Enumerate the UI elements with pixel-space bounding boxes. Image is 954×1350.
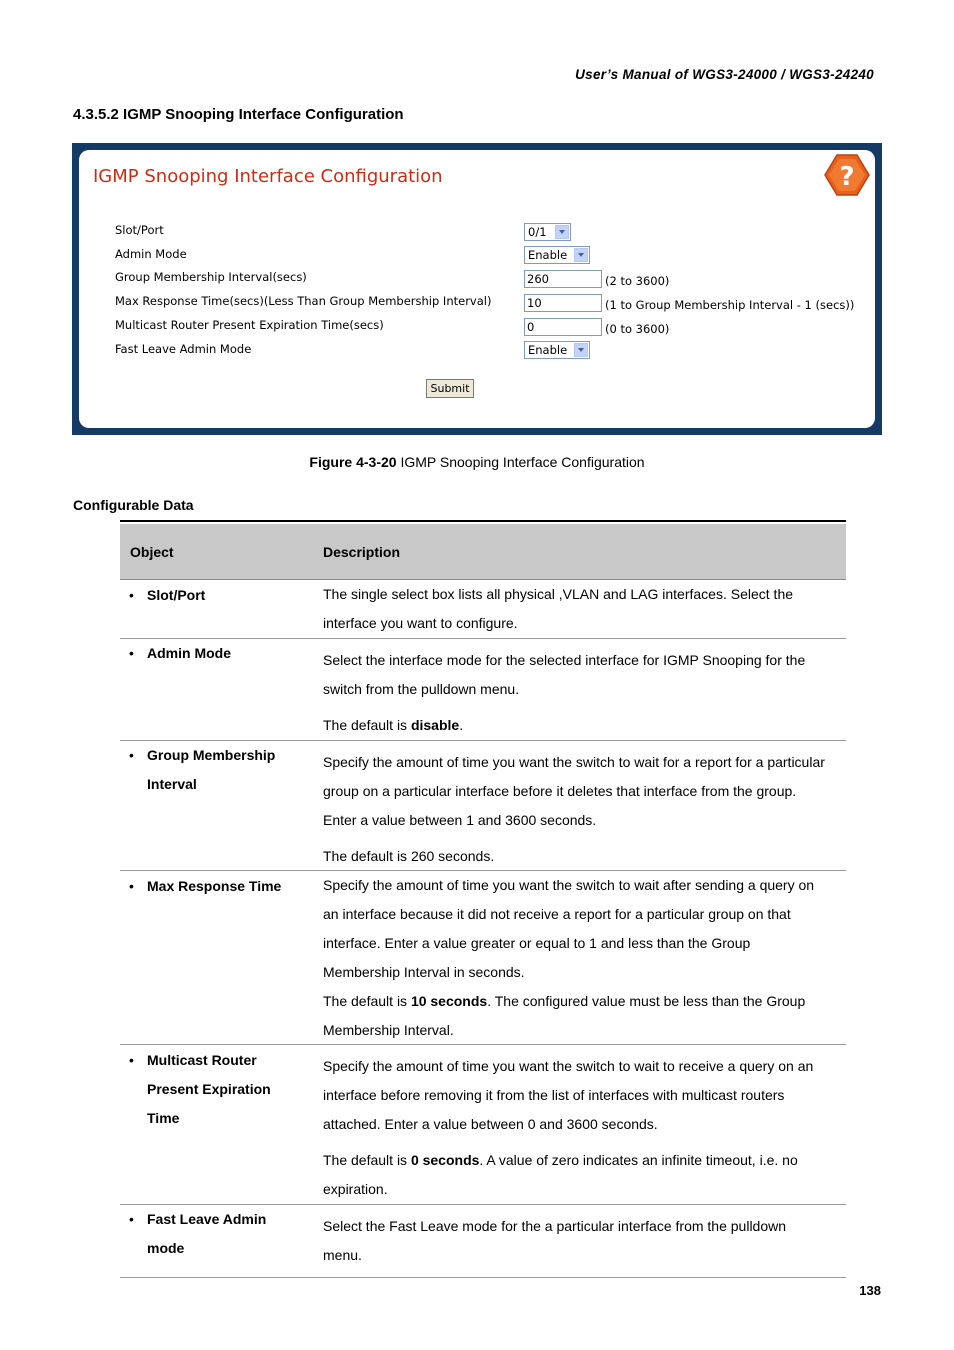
mrouter-expiration-range: (0 to 3600) [605, 322, 670, 336]
configurable-data-heading: Configurable Data [73, 497, 194, 513]
admin-mode-select[interactable] [524, 246, 590, 264]
mrouter-expiration-label: Multicast Router Present Expiration Time(secs) [115, 318, 384, 332]
question-mark-icon[interactable] [823, 153, 871, 197]
slot-port-select[interactable] [524, 223, 571, 241]
figure-number: Figure 4-3-20 [309, 454, 397, 470]
group-membership-label: Group Membership Interval(secs) [115, 270, 307, 284]
object-group-membership: • Group Membership Interval [147, 741, 275, 799]
admin-mode-value: Enable [528, 248, 568, 262]
table-row [120, 1045, 846, 1205]
description-mrouter-expiration: Specify the amount of time you want the switch to wait to receive a query on an interface before removing it from the list of interfaces with multicast routers attached. Enter a value between 0 and 3600 seconds. The default is 0 seconds. A value of zero indicates an infinite timeout, i.e. no expiration. [323, 1058, 814, 1197]
running-header: User’s Manual of WGS3-24000 / WGS3-24240 [575, 67, 874, 82]
table-row [120, 871, 846, 1045]
object-max-response: • Max Response Time [147, 872, 281, 901]
slot-port-label: Slot/Port [115, 223, 164, 237]
description-fast-leave: Select the Fast Leave mode for the a particular interface from the pulldown menu. [323, 1218, 787, 1263]
column-header-description: Description [323, 544, 401, 560]
max-response-label: Max Response Time(secs)(Less Than Group Membership Interval) [115, 294, 492, 308]
slot-port-value: 0/1 [528, 225, 547, 239]
figure-caption [0, 454, 954, 470]
description-admin-mode: Select the interface mode for the selected interface for IGMP Snooping for the switch from the pulldown menu. The default is disable. [323, 652, 806, 733]
configurable-data-table [120, 520, 846, 1278]
mrouter-expiration-input[interactable]: 0 [524, 318, 602, 336]
chevron-down-icon[interactable] [574, 248, 588, 262]
table-top-rule [120, 520, 846, 522]
igmp-config-screenshot [72, 143, 882, 435]
table-header [120, 524, 846, 580]
group-membership-input[interactable]: 260 [524, 270, 602, 288]
description-slot-port: The single select box lists all physical ,VLAN and LAG interfaces. Select the interface you want to configure. [323, 586, 794, 631]
table-row [120, 1205, 846, 1278]
max-response-range: (1 to Group Membership Interval - 1 (secs)) [605, 298, 855, 312]
fast-leave-value: Enable [528, 343, 568, 357]
figure-caption-text: IGMP Snooping Interface Configuration [396, 454, 645, 470]
table-row [120, 580, 846, 639]
object-mrouter-expiration: • Multicast Router Present Expiration Time [147, 1046, 271, 1133]
max-response-input[interactable]: 10 [524, 294, 602, 312]
table-row [120, 639, 846, 741]
description-max-response: Specify the amount of time you want the switch to wait after sending a query on an interface because it did not receive a report for a particular group on that interface. Enter a value greater or equal to 1 and less than the Group Membership Interval in seconds. The default is 10 seconds. The configured value must be less than the Group Membership Interval. [323, 877, 815, 1038]
group-membership-range: (2 to 3600) [605, 274, 670, 288]
chevron-down-icon[interactable] [555, 225, 569, 239]
chevron-down-icon[interactable] [574, 343, 588, 357]
fast-leave-select[interactable] [524, 341, 590, 359]
description-group-membership: Specify the amount of time you want the switch to wait for a report for a particular group on a particular interface before it deletes that interface from the group. Enter a value between 1 and 3600 seconds. The default is 260 seconds. [323, 754, 825, 864]
object-admin-mode: • Admin Mode [147, 639, 231, 668]
panel-title: IGMP Snooping Interface Configuration [93, 166, 443, 187]
table-row [120, 741, 846, 871]
fast-leave-label: Fast Leave Admin Mode [115, 342, 252, 356]
admin-mode-label: Admin Mode [115, 247, 187, 261]
object-slot-port: • Slot/Port [147, 581, 205, 610]
igmp-config-panel [79, 150, 875, 428]
section-title: 4.3.5.2 IGMP Snooping Interface Configuration [73, 106, 404, 123]
page-number: 138 [859, 1283, 881, 1298]
object-fast-leave: • Fast Leave Admin mode [147, 1205, 266, 1263]
svg-text:?: ? [839, 162, 855, 192]
submit-button[interactable]: Submit [426, 379, 474, 398]
column-header-object: Object [130, 544, 174, 560]
